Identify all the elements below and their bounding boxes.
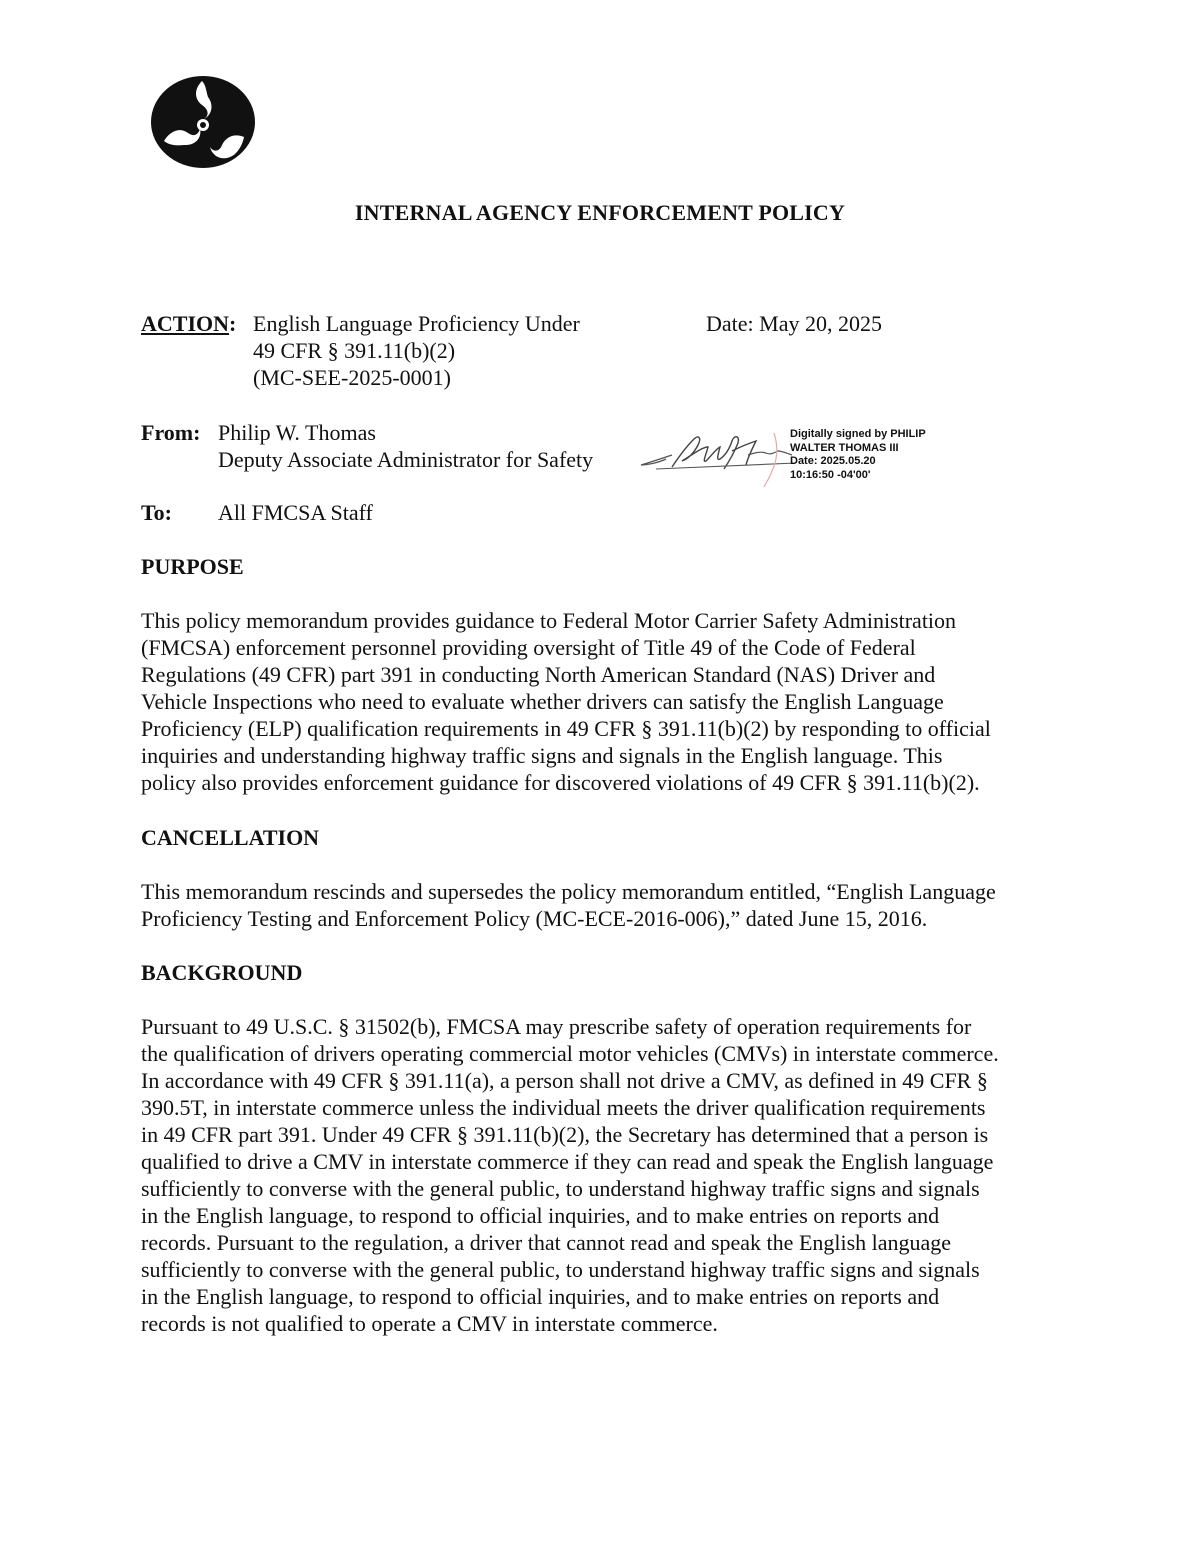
purpose-line: Proficiency (ELP) qualification requirements in 49 CFR § 391.11(b)(2) by responding to official (141, 716, 991, 741)
background-line: sufficiently to converse with the general public, to understand highway traffic signs and signals (141, 1176, 980, 1201)
background-line: records. Pursuant to the regulation, a driver that cannot read and speak the English language (141, 1230, 952, 1255)
action-date: Date: May 20, 2025 (706, 311, 882, 336)
cancellation-paragraph (141, 878, 1066, 932)
cancellation-line: This memorandum rescinds and supersedes the policy memorandum entitled, “English Language (141, 879, 996, 904)
from-role: Deputy Associate Administrator for Safety (218, 447, 594, 472)
purpose-line: (FMCSA) enforcement personnel providing oversight of Title 49 of the Code of Federal (141, 635, 916, 660)
purpose-paragraph (141, 607, 1066, 796)
background-paragraph (141, 1013, 1066, 1337)
cancellation-line: Proficiency Testing and Enforcement Policy (MC-ECE-2016-006),” dated June 15, 2016. (141, 906, 928, 931)
background-line: in the English language, to respond to official inquiries, and to make entries on reports and (141, 1284, 940, 1309)
purpose-line: policy also provides enforcement guidance for discovered violations of 49 CFR § 391.11(b)(2). (141, 770, 980, 795)
background-line: In accordance with 49 CFR § 391.11(a), a person shall not drive a CMV, as defined in 49 CFR § (141, 1068, 988, 1093)
background-heading: BACKGROUND (141, 960, 303, 985)
purpose-line: inquiries and understanding highway traffic signs and signals in the English language. This (141, 743, 943, 768)
action-subject (253, 310, 580, 391)
action-line-1: English Language Proficiency Under (253, 311, 580, 336)
from-name: Philip W. Thomas (218, 420, 376, 445)
action-line-3: (MC-SEE-2025-0001) (253, 365, 451, 390)
background-line: Pursuant to 49 U.S.C. § 31502(b), FMCSA may prescribe safety of operation requirements for (141, 1014, 972, 1039)
background-line: the qualification of drivers operating commercial motor vehicles (CMVs) in interstate commerce. (141, 1041, 999, 1066)
document-title: INTERNAL AGENCY ENFORCEMENT POLICY (354, 200, 846, 225)
background-line: sufficiently to converse with the general public, to understand highway traffic signs and signals (141, 1257, 980, 1282)
background-line: qualified to drive a CMV in interstate commerce if they can read and speak the English language (141, 1149, 994, 1174)
dot-tri-star-logo (150, 75, 256, 169)
purpose-heading: PURPOSE (141, 554, 244, 579)
action-colon: : (229, 311, 237, 336)
purpose-line: Regulations (49 CFR) part 391 in conducting North American Standard (NAS) Driver and (141, 662, 936, 687)
background-line: records is not qualified to operate a CMV in interstate commerce. (141, 1311, 718, 1336)
purpose-line: This policy memorandum provides guidance to Federal Motor Carrier Safety Administration (141, 608, 957, 633)
to-value: All FMCSA Staff (218, 500, 373, 525)
background-line: in 49 CFR part 391. Under 49 CFR § 391.11(b)(2), the Secretary has determined that a person is (141, 1122, 989, 1147)
action-label-group (141, 310, 236, 337)
to-label: To: (141, 500, 172, 525)
purpose-line: Vehicle Inspections who need to evaluate whether drivers can satisfy the English Language (141, 689, 944, 714)
sig-line-1: Digitally signed by PHILIP (790, 428, 926, 440)
action-label: ACTION (141, 311, 230, 336)
sig-line-3: Date: 2025.05.20 (790, 455, 876, 467)
sig-line-2: WALTER THOMAS III (790, 441, 899, 454)
action-line-2: 49 CFR § 391.11(b)(2) (253, 338, 456, 363)
background-line: 390.5T, in interstate commerce unless the individual meets the driver qualification requirements (141, 1095, 986, 1120)
background-line: in the English language, to respond to official inquiries, and to make entries on reports and (141, 1203, 940, 1228)
from-label: From: (141, 420, 201, 445)
digital-signature-note (790, 428, 926, 482)
cancellation-heading: CANCELLATION (141, 825, 320, 850)
sig-line-4: 10:16:50 -04'00' (790, 468, 871, 481)
